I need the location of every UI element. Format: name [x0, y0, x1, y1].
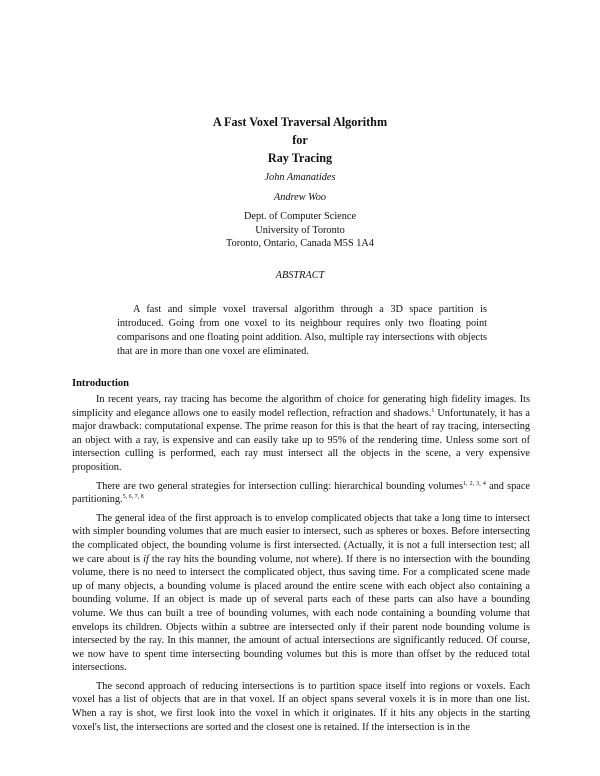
paragraph — [72, 480, 530, 507]
citation: 5, 6, 7, 8 — [122, 494, 144, 501]
text-run: the ray hits the bounding volume, not where). If there is no intersection with the bounding volume, there is no need to intersect the complicated object, thus saving time. For a complicated scene made up of many objects, a bounding volume is placed around the entire scene with each object also containing a bounding volume. If an object is made up of several parts each of these parts can also have a bounding volume. We thus can built a tree of bounding volumes, with each node containing a bounding volume that envelops its children. Objects within a subtree are intersected only if their parent node bounding volume is intersected by the ray. In this manner, the amount of actual intersections are significantly reduced. Of course, we now have to spent time intersecting bounding volumes but this is more than offset by the reduced total intersections. — [72, 553, 530, 674]
affiliation-line: Dept. of Computer Science — [243, 211, 357, 222]
text-run: There are two general strategies for intersection culling: hierarchical bounding volumes — [96, 480, 464, 492]
title-line: A Fast Voxel Traversal Algorithm — [212, 115, 388, 129]
author-name: Andrew Woo — [273, 192, 327, 203]
body-text — [72, 393, 530, 739]
section-heading: Introduction — [72, 378, 129, 389]
paragraph — [72, 393, 530, 475]
text-run: In recent years, ray tracing has become the algorithm of choice for generating high fidelity images. Its simplicity and elegance allows one to easily model reflection, refraction and shadows. — [72, 394, 530, 419]
affiliation-line: University of Toronto — [255, 224, 345, 236]
emphasis: if — [143, 553, 149, 565]
author-name: John Amanatides — [264, 172, 336, 183]
abstract-heading: ABSTRACT — [275, 270, 325, 281]
text-run: Unfortunately, it has a major drawback: computational expense. The prime reason for this is that the heart of ray tracing, intersecting an object with a ray, is expensive and can easily take up to 95% of the rendering time. Unless some sort of intersection culling is performed, each ray must intersect all the objects in the scene, a very expensive proposition. — [72, 407, 530, 473]
citation: 1 — [431, 407, 435, 414]
paragraph — [72, 512, 530, 675]
text-run: and space partitioning. — [72, 480, 530, 506]
paper-title — [0, 113, 600, 167]
title-line: Ray Tracing — [267, 151, 333, 165]
title-line: for — [292, 133, 308, 147]
affiliation-line: Toronto, Ontario, Canada M5S 1A4 — [226, 238, 374, 249]
text-run: The general idea of the first approach is to envelop complicated objects that take a long time to intersect with simpler bounding volumes that are much easier to intersect, such as spheres or boxes. Before intersecting the complicated object, the bounding volume is first intersected. (Actually, it is not a full intersection test; all we care about is — [72, 512, 530, 565]
abstract-text: A fast and simple voxel traversal algorithm through a 3D space partition is introduced. Going from one voxel to its neighbour requires only two floating point comparisons and one floating point addition. Also, multiple ray intersections with objects that are in more than one voxel are eliminated. — [117, 304, 487, 357]
paragraph: The second approach of reducing intersections is to partition space itself into regions or voxels. Each voxel has a list of objects that are in that voxel. If an object spans several voxels it is in more than one list. When a ray is shot, we first look into the voxel in which it originates. If it hits any objects in the starting voxel's list, the intersections are sorted and the closest one is retained. If the intersection is in the — [72, 680, 530, 733]
citation: 1, 2, 3, 4 — [463, 480, 486, 487]
affiliation — [0, 210, 600, 251]
